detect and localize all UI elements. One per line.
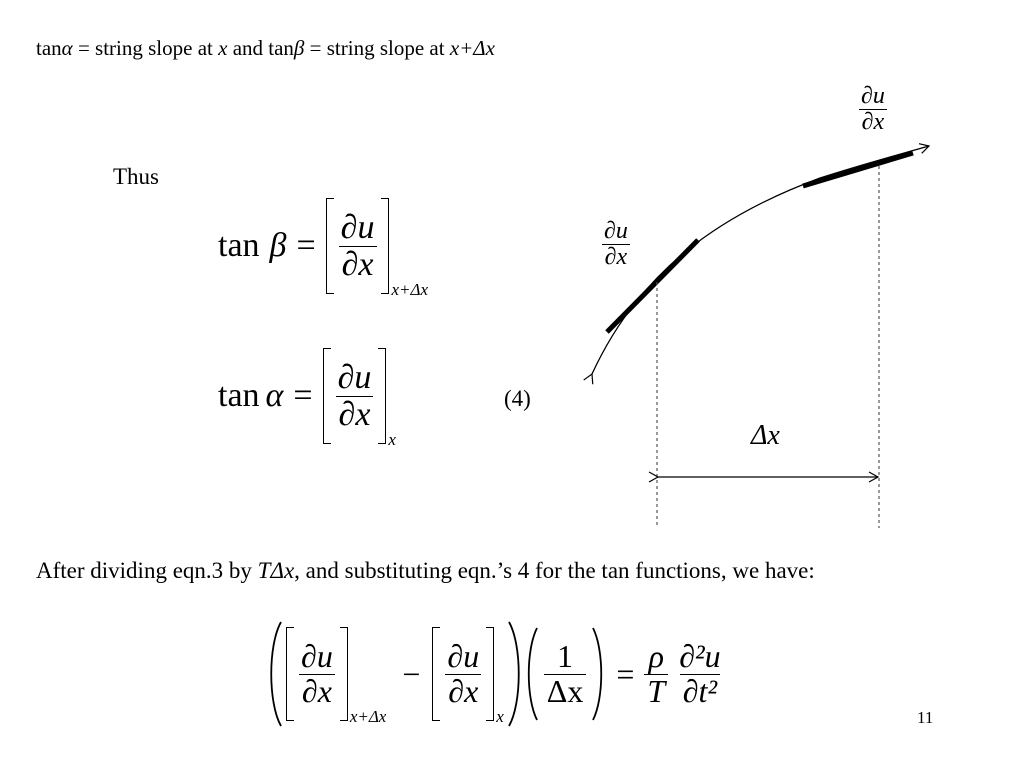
tan-beta-lhs: tan <box>218 227 260 264</box>
left-paren-inner <box>524 626 540 722</box>
equals-sign: = <box>293 377 313 414</box>
header-text-2: = string slope at <box>304 36 450 60</box>
reciprocal-fraction <box>544 637 587 709</box>
header-alpha: α <box>61 36 73 60</box>
partial-fraction <box>444 637 482 709</box>
subscript-x-dx: x+Δx <box>391 280 429 299</box>
square-bracket <box>286 627 348 721</box>
left-paren-outer <box>266 620 284 728</box>
top-slope-label <box>858 84 888 135</box>
fraction-denominator: ∂x <box>339 246 377 283</box>
bracket-group-1 <box>286 627 387 726</box>
paragraph <box>36 555 956 586</box>
header-x-dx: x+Δx <box>449 36 495 60</box>
paragraph-text-a: After dividing eqn.3 by <box>36 558 258 583</box>
header-and: and tan <box>227 36 294 60</box>
fraction-numerator: ∂u <box>337 358 372 396</box>
equals-sign: = <box>616 655 635 692</box>
paragraph-t-dx: TΔx <box>257 558 295 583</box>
beta-symbol: β <box>269 227 287 264</box>
slide-number: 11 <box>917 708 934 727</box>
subscript-x-dx: x+Δx <box>349 707 387 726</box>
right-paren-outer <box>506 620 524 728</box>
fraction-numerator: ∂u <box>340 208 375 246</box>
rho-over-t <box>644 637 668 709</box>
second-derivative <box>676 637 723 709</box>
left-slope-label <box>601 219 631 270</box>
fraction-dx: Δx <box>544 674 587 709</box>
fraction-numerator: ∂u <box>447 637 480 674</box>
fraction-denominator: ∂x <box>445 674 481 709</box>
left-slope-denominator: ∂x <box>602 244 631 270</box>
dx-label: Δx <box>751 420 780 451</box>
right-paren-inner <box>590 626 606 722</box>
top-slope-numerator: ∂u <box>861 83 885 109</box>
paragraph-text-b: , and substituting eqn.’s 4 for the tan functions, we have: <box>294 558 815 583</box>
header-beta: β <box>293 36 305 60</box>
equals-sign: = <box>296 227 316 264</box>
right-tangent-line <box>803 153 913 186</box>
fraction-denominator: ∂x <box>336 396 374 433</box>
subscript-x: x <box>388 430 396 449</box>
top-slope-denominator: ∂x <box>859 109 888 135</box>
header-tan: tan <box>36 36 62 60</box>
subscript-x: x <box>496 707 504 726</box>
equation-number: (4) <box>504 386 531 411</box>
tension-symbol: T <box>644 674 668 709</box>
final-equation <box>266 620 724 728</box>
tan-alpha-lhs: tan <box>218 377 260 414</box>
fraction-one: 1 <box>557 637 574 674</box>
header-text-1: = string slope at <box>72 36 219 60</box>
second-derivative-numerator: ∂²u <box>679 637 721 674</box>
fraction-denominator: ∂x <box>299 674 335 709</box>
left-slope-numerator: ∂u <box>604 218 628 244</box>
header-x: x <box>218 36 228 60</box>
partial-fraction <box>298 637 336 709</box>
second-derivative-denominator: ∂t² <box>680 674 720 709</box>
thus-label: Thus <box>113 164 159 189</box>
rho-symbol: ρ <box>648 637 664 674</box>
fraction-numerator: ∂u <box>301 637 333 674</box>
minus-sign: − <box>402 655 421 692</box>
alpha-symbol: α <box>265 377 284 414</box>
square-bracket <box>432 627 494 721</box>
bracket-group-2 <box>432 627 504 726</box>
